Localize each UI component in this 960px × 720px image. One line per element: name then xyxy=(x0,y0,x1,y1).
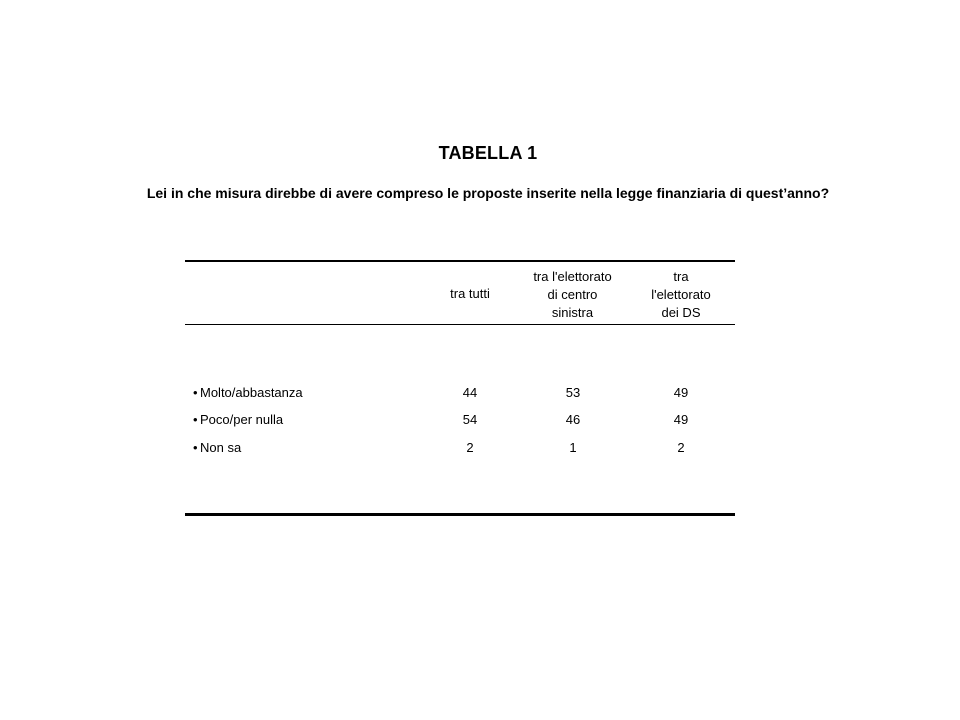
value-all: 54 xyxy=(462,412,478,427)
row-label xyxy=(193,411,283,429)
value-all: 2 xyxy=(466,440,474,455)
bullet-icon: • xyxy=(193,412,198,427)
value-center-left: 46 xyxy=(565,412,581,427)
table-row xyxy=(185,439,735,457)
value-ds: 49 xyxy=(673,385,689,400)
bullet-icon: • xyxy=(193,440,198,455)
column-header-all: tra tutti xyxy=(450,286,490,301)
table-row xyxy=(185,411,735,429)
table-top-rule xyxy=(185,260,735,262)
bullet-icon: • xyxy=(193,385,198,400)
value-center-left: 1 xyxy=(569,440,577,455)
value-ds: 49 xyxy=(673,412,689,427)
column-header-ds: tra l'elettorato dei DS xyxy=(651,269,711,320)
results-table xyxy=(185,260,735,517)
column-header-center-left: tra l'elettorato di centro sinistra xyxy=(533,269,612,320)
table-header-rule xyxy=(185,324,735,325)
row-label-text: Non sa xyxy=(200,440,242,455)
survey-question: Lei in che misura direbbe di avere compreso le proposte inserite nella legge finanziaria di quest’anno? xyxy=(146,185,830,201)
row-label xyxy=(193,439,241,457)
row-label-text: Poco/per nulla xyxy=(200,412,284,427)
row-label-text: Molto/abbastanza xyxy=(200,385,303,400)
table-row xyxy=(185,384,735,402)
row-label xyxy=(193,384,303,402)
table-bottom-rule xyxy=(185,513,735,516)
value-all: 44 xyxy=(462,385,478,400)
value-center-left: 53 xyxy=(565,385,581,400)
value-ds: 2 xyxy=(677,440,685,455)
table-title: TABELLA 1 xyxy=(438,143,538,163)
